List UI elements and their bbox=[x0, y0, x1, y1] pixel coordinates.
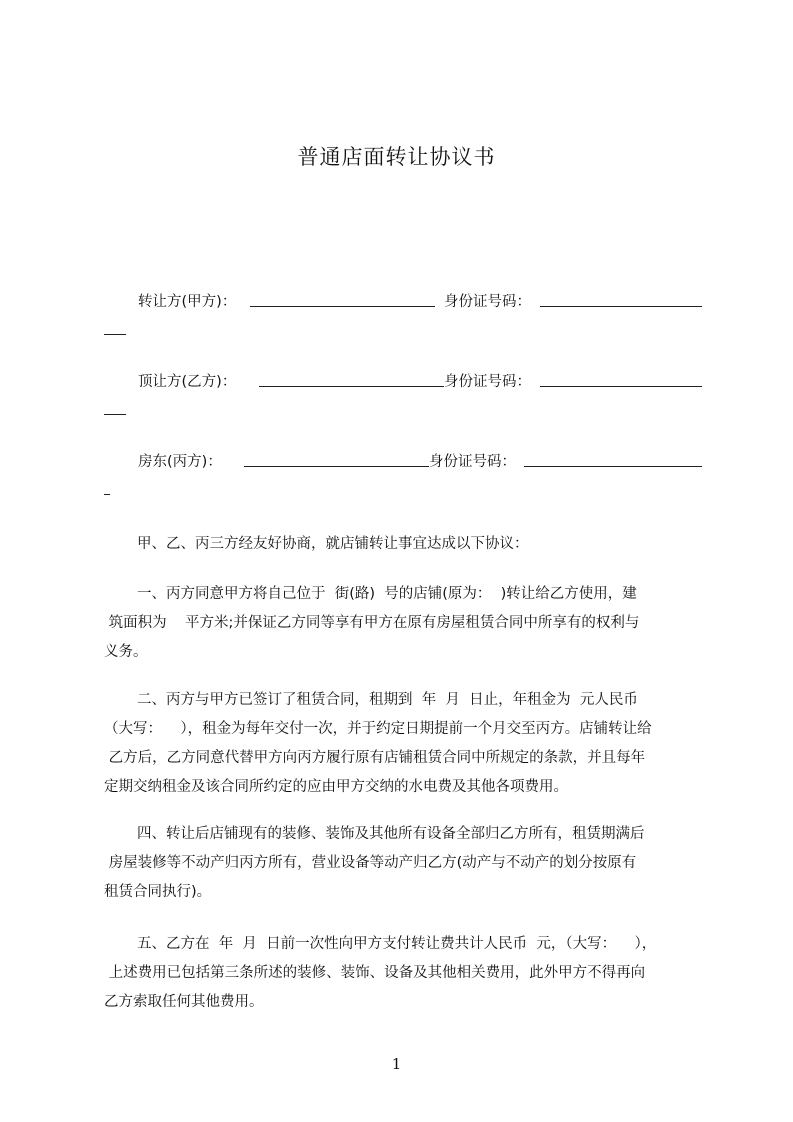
party-transferee-label: 顶让方(乙方)： bbox=[138, 374, 237, 390]
party-transferee-id-label: 身份证号码： bbox=[444, 374, 531, 390]
clause-5-line-2: 上述费用已包括第三条所述的装修、装饰、设备及其他相关费用，此外甲方不得再向 bbox=[104, 965, 646, 981]
party-transferor-id-blank[interactable] bbox=[540, 306, 702, 307]
party-landlord-name-blank[interactable] bbox=[244, 466, 429, 467]
clause-4-line-1: 四、转让后店铺现有的装修、装饰及其他所有设备全部归乙方所有，租赁期满后 bbox=[137, 826, 645, 842]
clause-2 bbox=[104, 686, 702, 802]
clause-1-line-2: 筑面积为 平方米;并保证乙方同等享有甲方在原有房屋租赁合同中所享有的权利与 bbox=[104, 615, 640, 631]
party-landlord-id-blank-continued bbox=[104, 494, 110, 495]
party-transferor-id-label: 身份证号码： bbox=[444, 294, 531, 310]
party-transferor-name-blank[interactable] bbox=[250, 306, 435, 307]
party-transferee-id-blank[interactable] bbox=[540, 386, 702, 387]
intro-text: 甲、乙、丙三方经友好协商，就店铺转让事宜达成以下协议： bbox=[137, 536, 529, 552]
party-landlord-id-blank[interactable] bbox=[524, 466, 702, 467]
clause-1-line-1: 一、丙方同意甲方将自己位于 街(路) 号的店铺(原为： )转让给乙方使用，建 bbox=[137, 586, 637, 602]
clause-5 bbox=[104, 930, 702, 1017]
party-transferee-id-blank-continued bbox=[104, 414, 126, 415]
clause-4-line-3: 租赁合同执行)。 bbox=[104, 884, 212, 900]
party-landlord-id-label: 身份证号码： bbox=[429, 454, 516, 470]
clause-2-line-1: 二、丙方与甲方已签订了租赁合同，租期到 年 月 日止，年租金为 元人民币 bbox=[137, 692, 638, 708]
party-transferee-name-blank[interactable] bbox=[259, 386, 444, 387]
party-transferor-line bbox=[104, 292, 702, 312]
party-transferor-id-blank-continued bbox=[104, 334, 126, 335]
clause-1 bbox=[104, 580, 702, 667]
clause-2-line-2: （大写： ），租金为每年交付一次，并于约定日期提前一个月交至丙方。店铺转让给 bbox=[104, 721, 652, 737]
clause-4 bbox=[104, 820, 702, 907]
party-landlord-label: 房东(丙方)： bbox=[138, 454, 222, 470]
party-transferor-label: 转让方(甲方)： bbox=[138, 294, 237, 310]
clause-5-line-1: 五、乙方在 年 月 日前一次性向甲方支付转让费共计人民币 元，（大写： ）， bbox=[137, 936, 657, 952]
clause-2-line-3: 乙方后，乙方同意代替甲方向丙方履行原有店铺租赁合同中所规定的条款，并且每年 bbox=[104, 750, 646, 766]
clause-5-line-3: 乙方索取任何其他费用。 bbox=[104, 994, 264, 1010]
clause-2-line-4: 定期交纳租金及该合同所约定的应由甲方交纳的水电费及其他各项费用。 bbox=[104, 779, 568, 795]
page-number: 1 bbox=[391, 1055, 402, 1073]
party-landlord-line bbox=[104, 452, 702, 472]
party-transferee-line bbox=[104, 372, 702, 392]
agreement-intro bbox=[104, 530, 702, 559]
clause-1-line-3: 义务。 bbox=[104, 644, 148, 660]
document-title: 普通店面转让协议书 bbox=[297, 145, 496, 169]
clause-4-line-2: 房屋装修等不动产归丙方所有，营业设备等动产归乙方(动产与不动产的划分按原有 bbox=[104, 855, 637, 871]
